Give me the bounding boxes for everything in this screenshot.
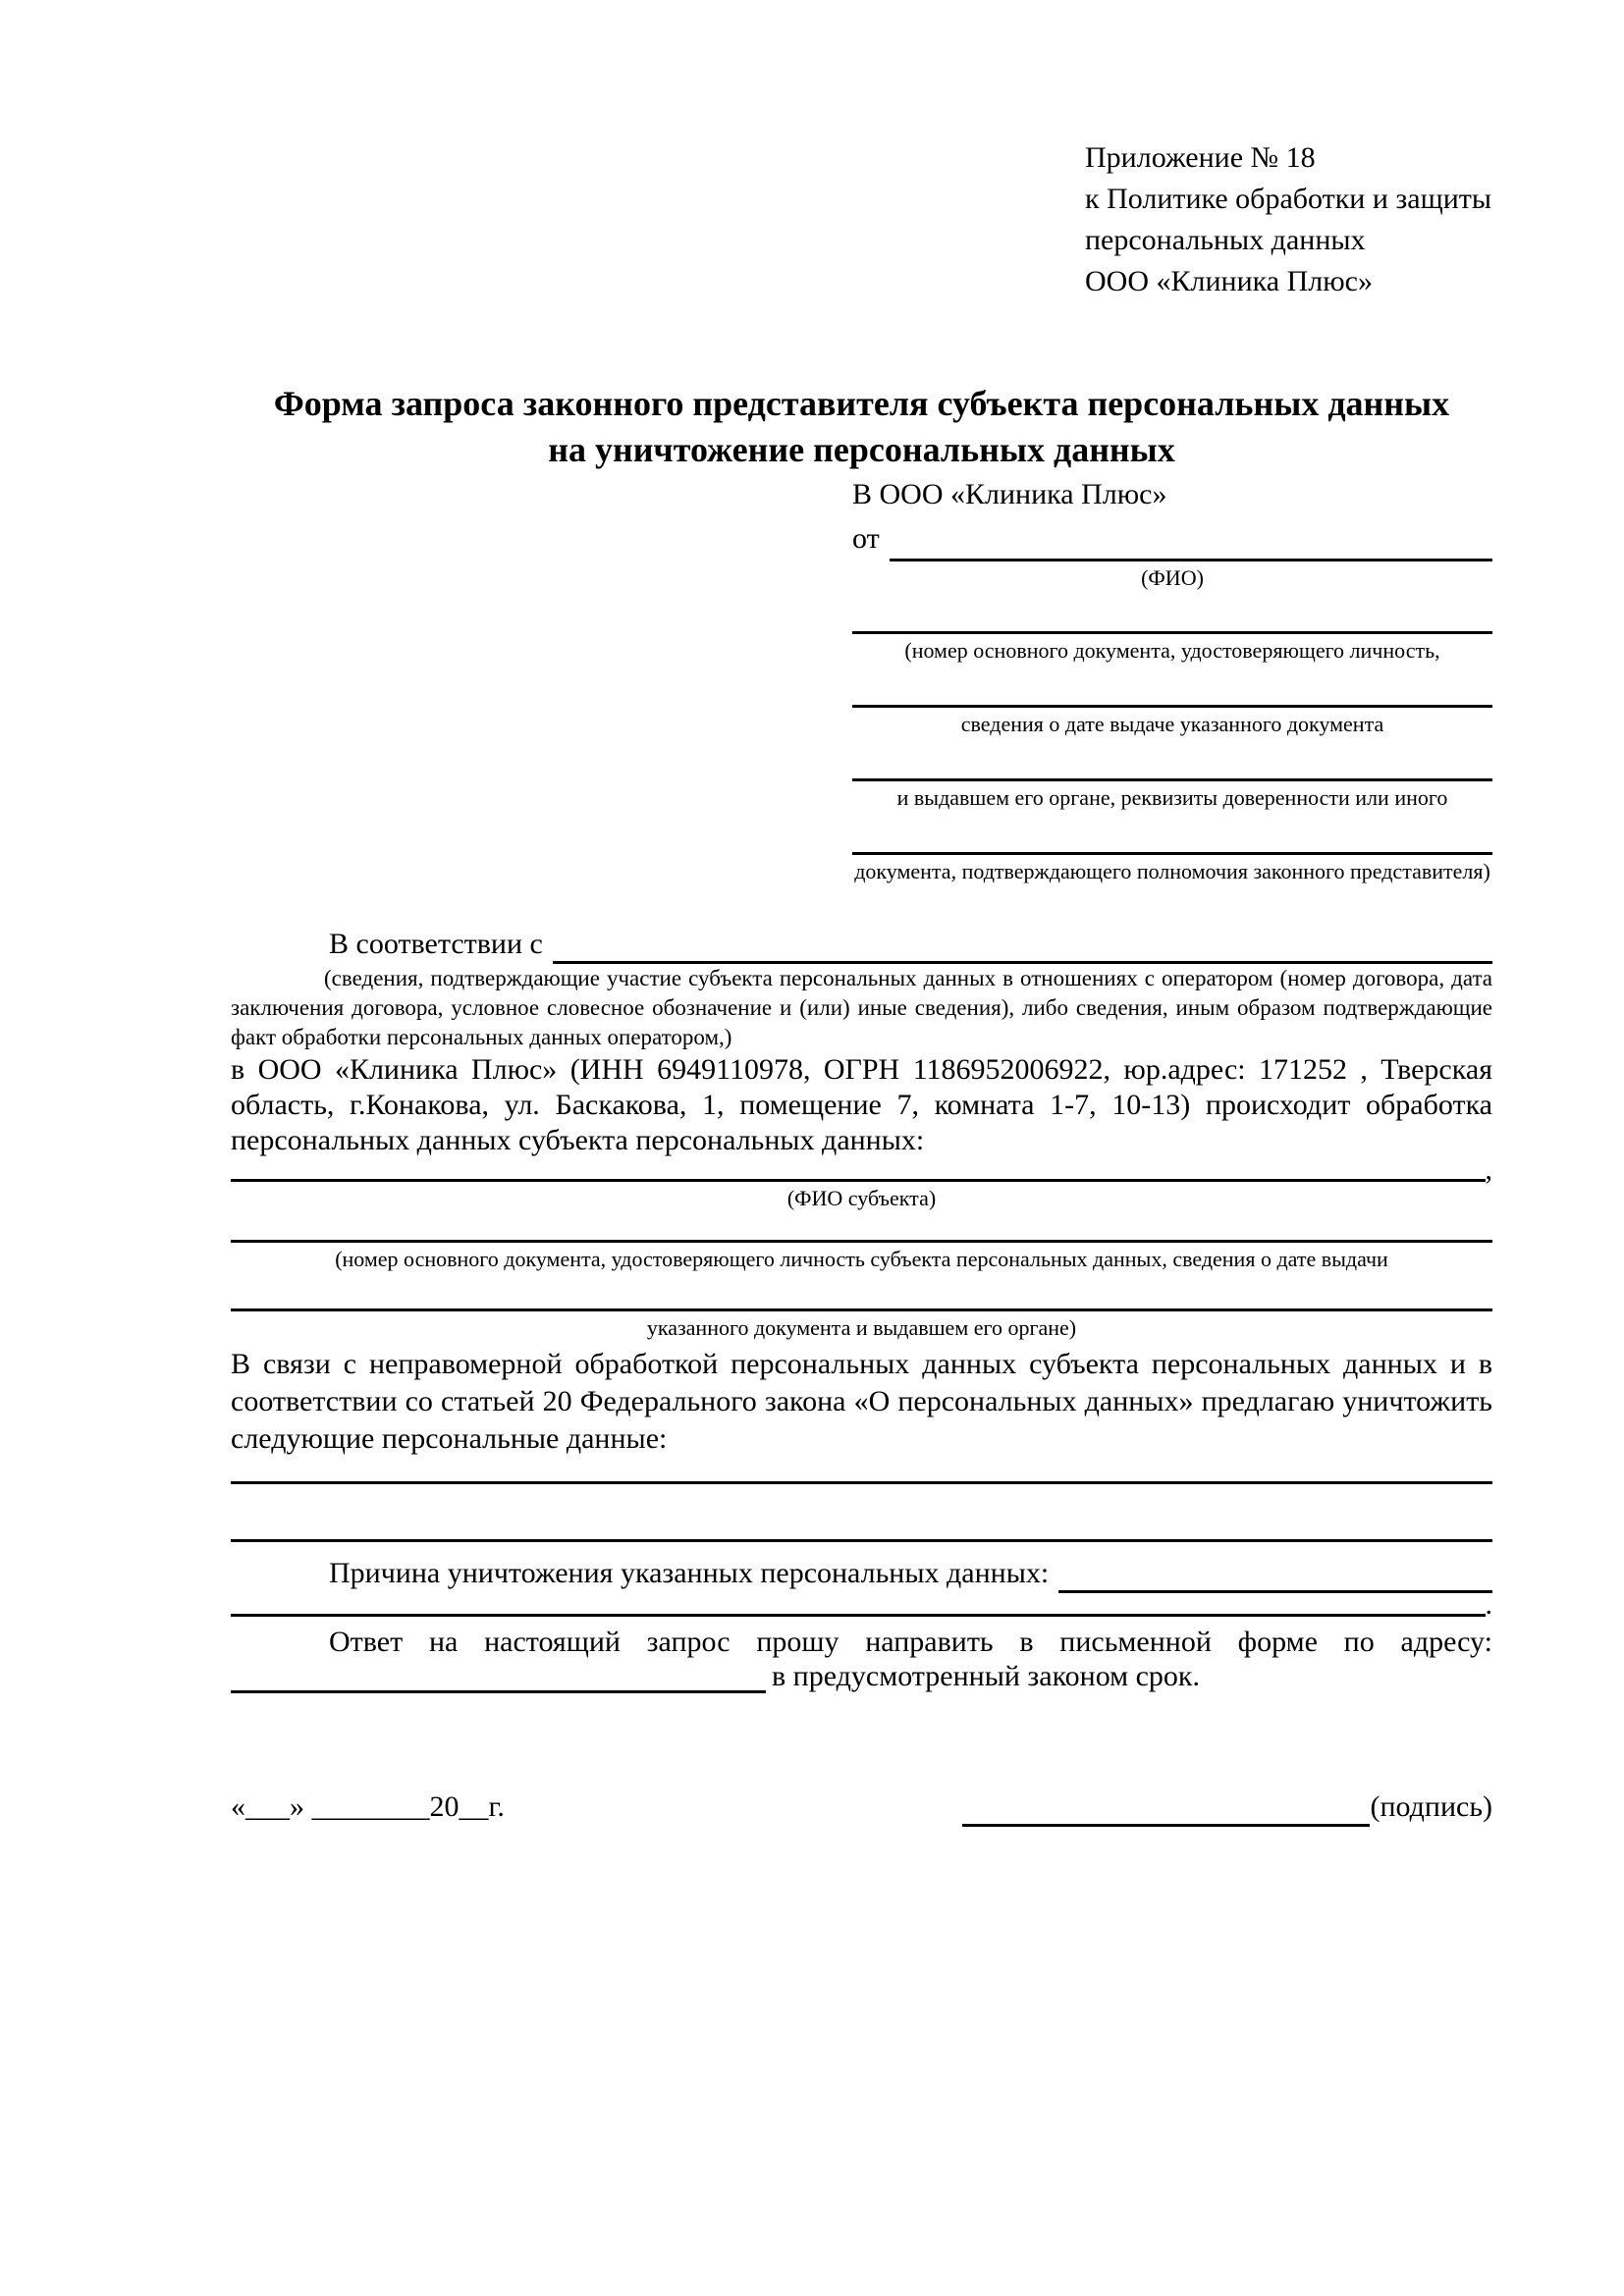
form-title-line1: Форма запроса законного представителя субъекта персональных данных — [273, 384, 1450, 423]
answer-address-row — [231, 1660, 1492, 1693]
addressee-block — [852, 473, 1492, 885]
subject-doc-fill-line — [231, 1212, 1492, 1243]
doc-fill-line — [852, 665, 1492, 708]
reason-fill-row — [231, 1588, 1492, 1621]
reason-label: Причина уничтожения указанных персональных данных: — [329, 1557, 1050, 1589]
operator-paragraph: в ООО «Клиника Плюс» (ИНН 6949110978, ОГРН 1186952006922, юр.адрес: 171252 , Тверская область, г.Конакова, ул. Баскакова, 1, помещение 7, комната 1-7, 10-13) происходит обработка персональных данных субъекта персональных данных: — [231, 1053, 1492, 1156]
comma: , — [1485, 1153, 1492, 1186]
appendix-line: ООО «Клиника Плюс» — [1085, 265, 1373, 297]
blank-fill-line — [231, 1484, 1492, 1542]
subject-fio-fill-line — [231, 1179, 1486, 1182]
fio-fill-line — [890, 516, 1492, 561]
signature-fill-line — [962, 1790, 1370, 1827]
according-caption: (сведения, подтверждающие участие субъекта персональных данных в отношениях с оператором (номер договора, дата заключения договора, условное словесное обозначение и (или) иные сведения), либо сведения, иным образом подтверждающие факт обработки персональных данных оператором,) — [231, 966, 1492, 1049]
footer-row — [231, 1788, 1492, 1827]
blank-fill-line — [231, 1458, 1492, 1484]
caption-fio: (ФИО) — [1141, 565, 1204, 590]
reason-fill-line — [1058, 1554, 1492, 1593]
caption-doc2: сведения о дате выдаче указанного документа — [960, 712, 1384, 736]
appendix-line: к Политике обработки и защиты — [1085, 183, 1492, 215]
form-title-line2: на уничтожение персональных данных — [548, 430, 1175, 469]
caption-subject-doc1: (номер основного документа, удостоверяющего личность субъекта персональных данных, сведения о дате выдачи — [335, 1247, 1388, 1271]
appendix-note — [1085, 137, 1492, 302]
appendix-line: персональных данных — [1085, 224, 1366, 256]
period: . — [1485, 1588, 1492, 1621]
appendix-line: Приложение № 18 — [1085, 141, 1316, 174]
date-line: «___» ________20__г. — [231, 1790, 505, 1823]
addressee-to: В ООО «Клиника Плюс» — [852, 478, 1167, 510]
caption-doc4: документа, подтверждающего полномочия законного представителя) — [854, 859, 1490, 883]
answer-paragraph: Ответ на настоящий запрос прошу направить в письменной форме по адресу: — [329, 1626, 1492, 1658]
answer-suffix: в предусмотренный законом срок. — [772, 1660, 1200, 1692]
according-label: В соответствии с — [329, 928, 543, 960]
doc-fill-line — [852, 812, 1492, 855]
from-row — [852, 516, 1492, 561]
caption-subject-fio: (ФИО субъекта) — [786, 1186, 937, 1210]
reason-row — [231, 1554, 1492, 1593]
doc-fill-line — [852, 738, 1492, 781]
doc-fill-line — [852, 592, 1492, 634]
signature-caption: (подпись) — [1370, 1790, 1492, 1823]
signature-group — [962, 1788, 1492, 1827]
reason-fill-line2 — [231, 1614, 1486, 1617]
form-title — [231, 381, 1492, 473]
according-row — [231, 925, 1492, 964]
caption-subject-doc2: указанного документа и выдавшем его органе) — [646, 1315, 1077, 1340]
caption-doc3: и выдавшем его органе, реквизиты доверенности или иного — [896, 785, 1448, 810]
from-label: от — [852, 522, 880, 555]
address-fill-line — [231, 1660, 766, 1693]
subject-fio-row — [231, 1153, 1492, 1186]
subject-doc-fill-line — [231, 1273, 1492, 1311]
caption-doc1: (номер основного документа, удостоверяющего личность, — [904, 638, 1440, 663]
demand-paragraph: В связи с неправомерной обработкой персональных данных субъекта персональных данных и в соответствии со статьей 20 Федерального закона «О персональных данных» предлагаю уничтожить следующие персональные данные: — [231, 1348, 1492, 1455]
according-fill-line — [553, 925, 1492, 964]
